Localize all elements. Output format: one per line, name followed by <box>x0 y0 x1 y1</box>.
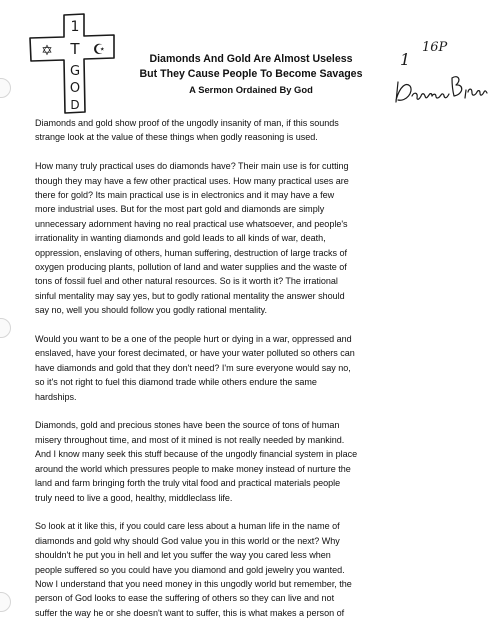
text-line: oxygen producing plants, pollution of land and water supplies and the waste of <box>35 262 347 273</box>
title-line-1: Diamonds And Gold Are Almost Useless <box>149 53 353 65</box>
cross-letter: D <box>70 98 80 112</box>
text-line: misery throughout time, and most of it mined is not really needed by mankind. <box>35 434 345 445</box>
text-line: oppression, enslaving of others, human suffering, destruction of large tracks of <box>35 247 348 258</box>
cross-letter: 1 <box>70 19 80 35</box>
crescent-star-icon: ☪ <box>92 42 106 58</box>
text-line: irrationality in wanting diamonds and gold leads to all kinds of war, death, <box>35 233 326 244</box>
text-line: land and farm bringing forth the truly vital food and practical materials people <box>35 478 341 489</box>
sermon-paragraph <box>35 159 459 317</box>
text-line: sinful mentality may say yes, but to godly rational mentality the answer should <box>35 290 345 301</box>
text-line: truly need to live a good, healthy, middleclass life. <box>35 492 233 503</box>
text-line: say no, well you should follow you godly rational mentality. <box>35 305 267 316</box>
digit-annotation: 1 <box>400 50 411 69</box>
text-line: so it's not right to fuel this diamond trade while others endure the same <box>35 377 317 388</box>
text-line: hardships. <box>35 391 77 402</box>
text-line: shouldn't he put you in hell and let you suffer the way you cared less when <box>35 550 331 561</box>
subtitle: A Sermon Ordained By God <box>189 84 313 95</box>
text-line: person of God looks to ease the suffering of others so they can live and not <box>35 593 335 604</box>
page-number-annotation: 16P <box>422 40 448 55</box>
text-line: people suffered so you could have you diamond and gold jewelry you wanted. <box>35 564 345 575</box>
text-line: Diamonds and gold show proof of the ungodly insanity of man, if this sounds <box>35 118 339 128</box>
text-line: So look at it like this, if you could care less about a human life in the name of <box>35 521 340 532</box>
punch-hole <box>0 318 11 338</box>
cross-letter: T <box>70 40 80 58</box>
punch-hole <box>0 592 11 612</box>
text-line: unnecessary adornment having no real practical use whatsoever, and people's <box>35 218 348 229</box>
punch-hole <box>0 78 11 98</box>
text-line: have diamonds and gold that they don't need? I'm sure everyone would say no, <box>35 362 351 373</box>
text-line: suffer the way he or she doesn't want to suffer, this is what makes a person of <box>35 607 345 618</box>
sermon-header <box>122 52 380 97</box>
sermon-paragraph <box>35 332 459 404</box>
text-line: there for gold? Its main practical use is in electronics and it may have a few <box>35 190 335 201</box>
sermon-paragraph <box>35 418 459 504</box>
text-line: And I know many seek this stuff because of the ungodly financial system in place <box>35 449 358 460</box>
text-line: diamonds and gold why should God value you in this world or the next? Why <box>35 535 340 546</box>
text-line: strange look at the value of these things when godly reasoning is used. <box>35 132 318 143</box>
text-line: tons of fossil fuel and other natural resources. So is it worth it? The irrational <box>35 276 338 287</box>
text-line: though they may have a few other practical uses. How many practical uses are <box>35 175 349 186</box>
cross-logo <box>26 10 122 116</box>
star-of-david-icon: ✡ <box>41 43 53 59</box>
text-line: Now I understand that you need money in this ungodly world but remember, the <box>35 578 352 589</box>
title-line-2: But They Cause People To Become Savages <box>139 68 363 80</box>
text-line: more industrial uses. But for the most part gold and diamonds are simply <box>35 204 325 215</box>
sermon-paragraph <box>35 519 459 620</box>
signature-mark <box>396 77 487 102</box>
cross-letter: O <box>69 81 81 96</box>
text-line: around the world which pressures people to make money instead of nurture the <box>35 463 351 474</box>
cross-letter: G <box>69 64 81 79</box>
text-line: Diamonds, gold and precious stones have been the source of tons of human <box>35 420 340 431</box>
sermon-body <box>35 116 459 635</box>
text-line: enslaved, have your forest decimated, or have your water polluted so others can <box>35 348 355 359</box>
sermon-paragraph <box>35 116 459 145</box>
text-line: Would you want to be a one of the people hurt or dying in a war, oppressed and <box>35 334 352 345</box>
handwritten-annotations <box>392 38 492 108</box>
text-line: How many truly practical uses do diamonds have? Their main use is for cutting <box>35 161 349 172</box>
